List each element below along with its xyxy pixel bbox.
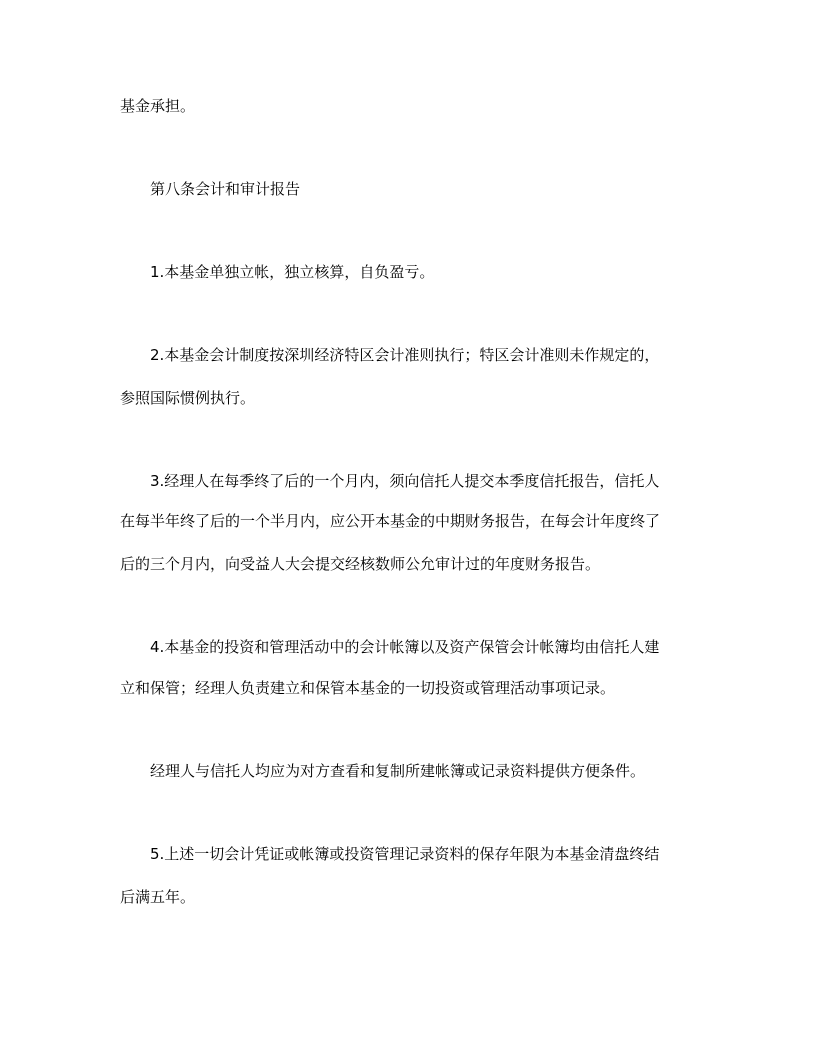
paragraph-line: 3.经理人在每季终了后的一个月内，须向信托人提交本季度信托报告，信托人: [150, 472, 660, 490]
section-heading: 第八条会计和审计报告: [150, 180, 301, 198]
paragraph-line: 1.本基金单独立帐，独立核算，自负盈亏。: [150, 263, 435, 281]
paragraph-line: 参照国际惯例执行。: [120, 389, 256, 407]
paragraph-line: 立和保管；经理人负责建立和保管本基金的一切投资或管理活动事项记录。: [120, 679, 616, 697]
paragraph-line: 基金承担。: [120, 97, 196, 115]
paragraph-line: 2.本基金会计制度按深圳经济特区会计准则执行；特区会计准则未作规定的，: [150, 346, 660, 364]
paragraph-line: 后的三个月内，向受益人大会提交经核数师公允审计过的年度财务报告。: [120, 555, 601, 573]
paragraph-line: 在每半年终了后的一个半月内，应公开本基金的中期财务报告，在每会计年度终了: [120, 512, 661, 530]
paragraph-line: 4.本基金的投资和管理活动中的会计帐簿以及资产保管会计帐簿均由信托人建: [150, 638, 660, 656]
paragraph-line: 后满五年。: [120, 888, 196, 906]
paragraph-line: 经理人与信托人均应为对方查看和复制所建帐簿或记录资料提供方便条件。: [150, 762, 646, 780]
paragraph-line: 5.上述一切会计凭证或帐簿或投资管理记录资料的保存年限为本基金清盘终结: [150, 845, 660, 863]
